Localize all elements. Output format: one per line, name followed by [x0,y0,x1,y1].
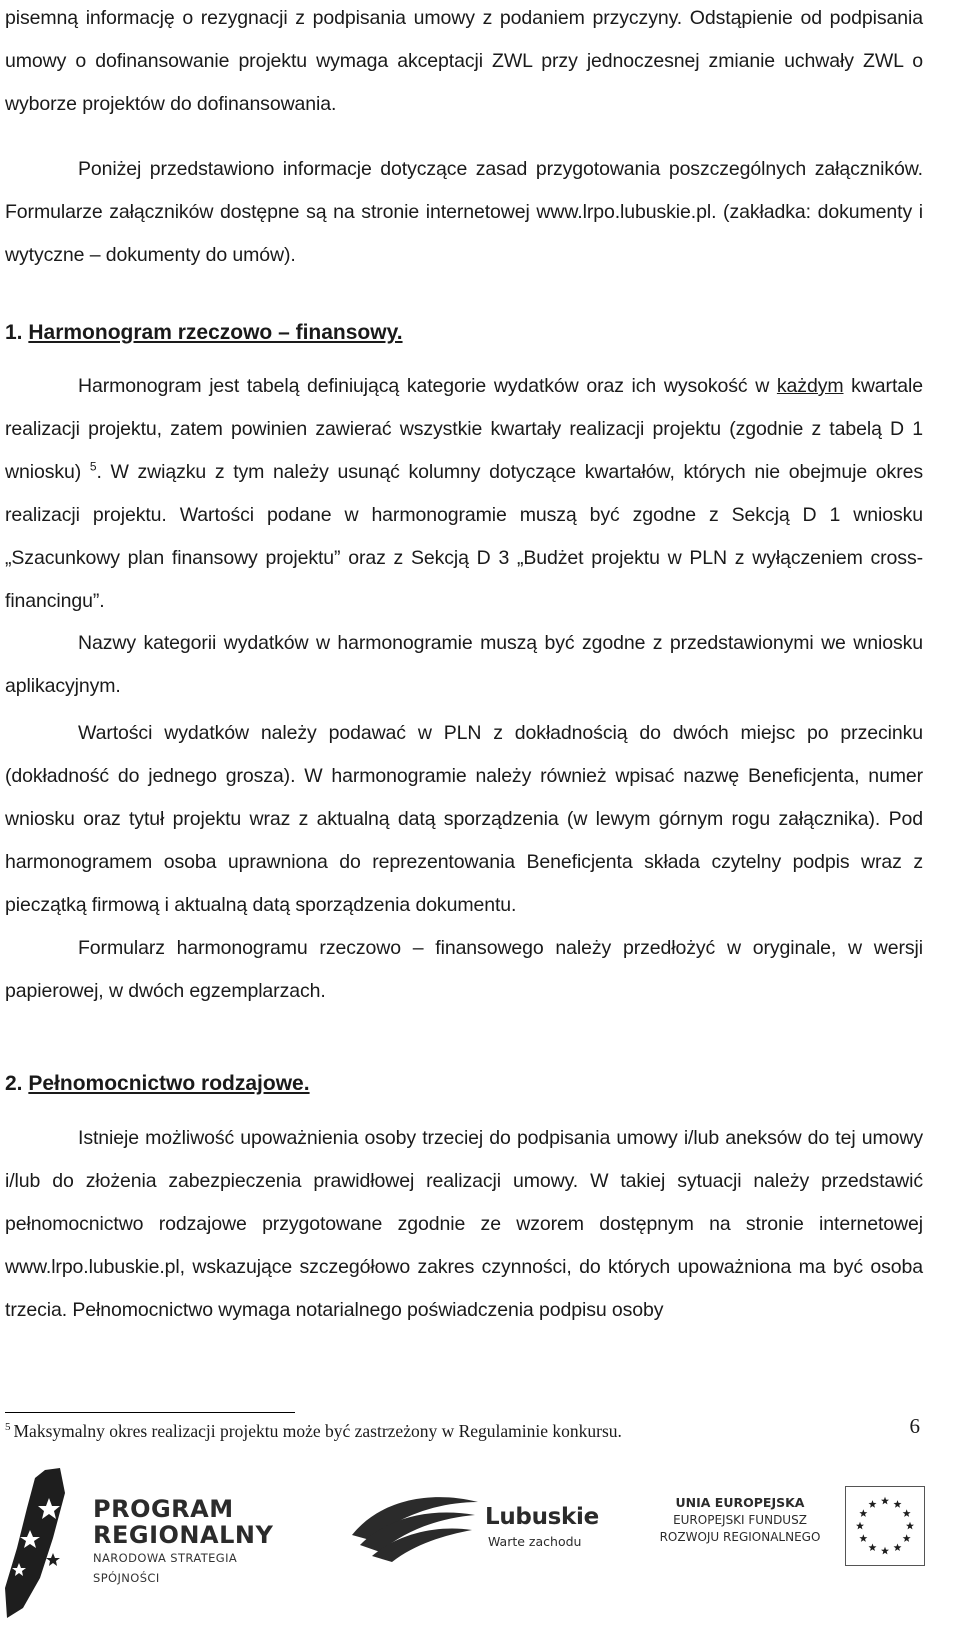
underlined-word: każdym [776,375,844,397]
paragraph-intro: pisemną informację o rezygnacji z podpisania umowy z podaniem przyczyny. Odstąpienie od podpisania umowy o dofinansowanie projektu wymaga akceptacji ZWL przy jednoczesnej zmianie uchwały ZWL o wyborze projektów do dofinansowania. [5,7,923,115]
eu-logo [640,1486,940,1596]
text-run: Harmonogram jest tabelą definiującą kategorie wydatków oraz ich wysokość w [78,375,777,397]
eu-wordmark [640,1494,840,1546]
lubuskie-swoosh-icon [350,1480,480,1570]
section-heading-1 [5,321,403,345]
footnote [5,1421,622,1442]
footnote-mark: 5 [5,1421,11,1434]
lubuskie-tagline: Warte zachodu [488,1534,582,1549]
logo-line: ROZWOJU REGIONALNEGO [659,1530,821,1544]
page-number: 6 [909,1414,920,1438]
paragraph-harmonogram [5,365,923,623]
eu-flag-icon [845,1486,925,1566]
program-regionalny-logo [5,1468,305,1618]
section-number: 1. [5,321,23,344]
paragraph-attachments-info: Poniżej przedstawiono informacje dotyczące zasad przygotowania poszczególnych załączników. Formularze załączników dostępne są na stronie internetowej www.lrpo.lubuskie.pl. (zakładka: dokumenty i wytyczne – dokumenty do umów). [5,158,923,266]
logo-line: REGIONALNY [93,1521,274,1549]
footnote-separator [5,1412,295,1413]
paragraph-power-of-attorney: Istnieje możliwość upoważnienia osoby trzeciej do podpisania umowy i/lub aneksów do tej umowy i/lub do złożenia zabezpieczenia prawidłowej realizacji umowy. W takiej sytuacji należy przedstawić pełnomocnictwo rodzajowe przygotowane zgodnie ze wzorem dostępnym na stronie internetowej www.lrpo.lubuskie.pl, wskazujące szczegółowo zakres czynności, do których upoważniona ma być osoba trzecia. Pełnomocnictwo wymaga notarialnego poświadczenia podpisu osoby [5,1127,923,1321]
footer-logos [0,1468,960,1626]
text-run: kwartale realizacji projektu, zatem powinien zawierać wszystkie kwartały realizacji projektu (zgodnie z tabelą D 1 wniosku) [5,375,923,483]
section-number: 2. [5,1072,23,1095]
paragraph-values: Wartości wydatków należy podawać w PLN z dokładnością do dwóch miejsc po przecinku (dokładność do jednego grosza). W harmonogramie należy również wpisać nazwę Beneficjenta, numer wniosku oraz tytuł projektu wraz z aktualną datą sporządzenia (w lewym górnym rogu załącznika). Pod harmonogramem osoba uprawniona do reprezentowania Beneficjenta składa czytelny podpis wraz z pieczątką firmową i aktualną datą sporządzenia dokumentu. [5,722,923,916]
footnote-text: Maksymalny okres realizacji projektu może być zastrzeżony w Regulaminie konkursu. [13,1421,622,1441]
text-run: . W związku z tym należy usunąć kolumny dotyczące kwartałów, których nie obejmuje okres realizacji projektu. Wartości podane w harmonogramie muszą być zgodne z Sekcją D 1 wniosku „Szacunkowy plan finansowy projektu” oraz z Sekcją D 3 „Budżet projektu w PLN z wyłączeniem cross-financingu”. [5,461,923,612]
stars-graphic-icon [5,1468,85,1618]
section-heading-2 [5,1072,310,1096]
footnote-reference: 5 [89,459,97,474]
logo-line: NARODOWA STRATEGIA SPÓJNOŚCI [93,1551,238,1585]
section-title: Harmonogram rzeczowo – finansowy. [28,321,403,344]
section-title: Pełnomocnictwo rodzajowe. [28,1072,310,1095]
lubuskie-logo [350,1480,600,1580]
paragraph-categories: Nazwy kategorii wydatków w harmonogramie muszą być zgodne z przedstawionymi we wniosku aplikacyjnym. [5,632,923,697]
paragraph-form: Formularz harmonogramu rzeczowo – finansowego należy przedłożyć w oryginale, w wersji papierowej, w dwóch egzemplarzach. [5,937,923,1002]
logo-line: EUROPEJSKI FUNDUSZ [673,1513,807,1527]
logo-line: PROGRAM [93,1495,234,1523]
lubuskie-name: Lubuskie [485,1504,599,1530]
program-regionalny-wordmark [93,1496,305,1588]
logo-line: UNIA EUROPEJSKA [675,1495,805,1510]
